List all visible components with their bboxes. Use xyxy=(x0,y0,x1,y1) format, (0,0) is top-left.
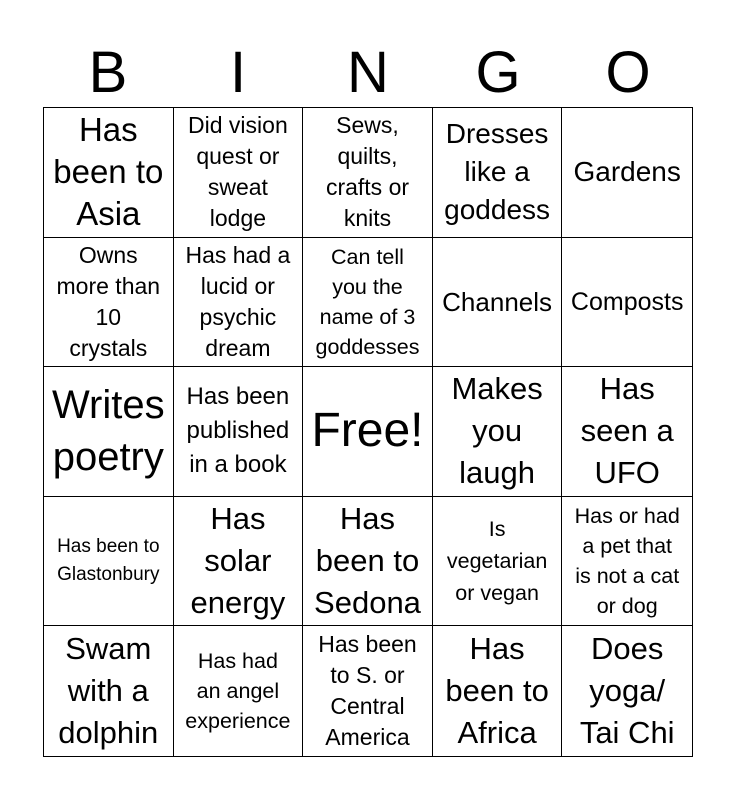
free-space: Free! xyxy=(311,404,424,458)
bingo-cell[interactable] xyxy=(433,238,563,368)
bingo-cell[interactable] xyxy=(44,367,174,497)
cell-text: Swam with a dolphin xyxy=(58,631,159,751)
bingo-cell[interactable] xyxy=(562,626,692,756)
cell-text: Gardens xyxy=(573,156,681,188)
bingo-cell[interactable] xyxy=(562,238,692,368)
bingo-cell[interactable] xyxy=(44,626,174,756)
bingo-cell[interactable] xyxy=(562,367,692,497)
bingo-cell[interactable] xyxy=(303,238,433,368)
bingo-cell[interactable] xyxy=(174,367,304,497)
bingo-cell[interactable] xyxy=(433,626,563,756)
cell-text: Has solar energy xyxy=(190,501,286,621)
cell-text: Channels xyxy=(442,286,553,317)
bingo-cell[interactable] xyxy=(562,497,692,627)
bingo-cell[interactable] xyxy=(303,626,433,756)
bingo-header xyxy=(43,40,693,106)
bingo-cell[interactable] xyxy=(44,497,174,627)
bingo-cell[interactable] xyxy=(433,367,563,497)
bingo-cell[interactable] xyxy=(44,108,174,238)
cell-text: Did vision quest or sweat lodge xyxy=(188,112,288,232)
cell-text: Has or had a pet that is not a cat or dog xyxy=(574,504,680,619)
cell-text: Does yoga/ Tai Chi xyxy=(579,631,675,751)
header-letter-b: B xyxy=(88,40,128,105)
bingo-cell[interactable] xyxy=(174,626,304,756)
cell-text: Has been to Sedona xyxy=(314,501,421,621)
bingo-cell[interactable] xyxy=(303,367,433,497)
bingo-cell[interactable] xyxy=(433,497,563,627)
cell-text: Composts xyxy=(570,287,684,316)
cell-text: Makes you laugh xyxy=(451,371,543,491)
cell-text: Has been to Asia xyxy=(53,111,164,233)
cell-text: Is vegetarian or vegan xyxy=(446,517,548,606)
cell-text: Has been published in a book xyxy=(186,383,290,479)
bingo-card-grid xyxy=(43,107,693,757)
cell-text: Has seen a UFO xyxy=(580,371,674,491)
cell-text: Dresses like a goddess xyxy=(444,118,551,226)
cell-text: Can tell you the name of 3 goddesses xyxy=(315,244,420,359)
bingo-cell[interactable] xyxy=(174,497,304,627)
bingo-cell[interactable] xyxy=(174,108,304,238)
bingo-cell[interactable] xyxy=(562,108,692,238)
bingo-cell[interactable] xyxy=(303,108,433,238)
header-letter-g: G xyxy=(475,40,521,105)
bingo-cell[interactable] xyxy=(174,238,304,368)
cell-text: Owns more than 10 crystals xyxy=(56,241,161,361)
bingo-cell[interactable] xyxy=(433,108,563,238)
header-letter-o: O xyxy=(605,40,651,105)
header-letter-n: N xyxy=(347,40,389,105)
header-letter-i: I xyxy=(229,40,247,105)
bingo-cell[interactable] xyxy=(44,238,174,368)
cell-text: Has been to Glastonbury xyxy=(57,536,160,586)
cell-text: Writes poetry xyxy=(51,383,165,480)
cell-text: Sews, quilts, crafts or knits xyxy=(325,112,410,232)
cell-text: Has been to S. or Central America xyxy=(318,631,417,751)
bingo-cell[interactable] xyxy=(303,497,433,627)
cell-text: Has had an angel experience xyxy=(185,649,291,734)
cell-text: Has been to Africa xyxy=(445,631,549,751)
cell-text: Has had a lucid or psychic dream xyxy=(185,241,291,361)
